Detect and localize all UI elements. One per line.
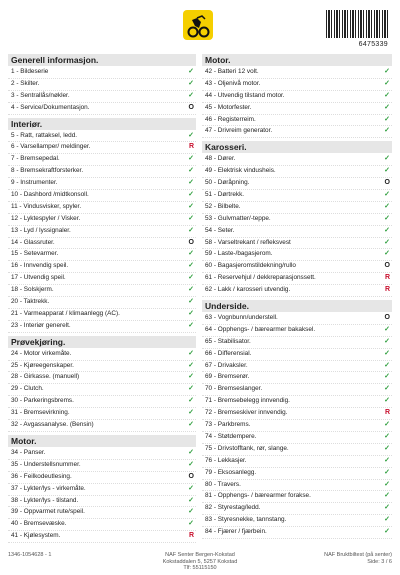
checklist-item — [202, 325, 392, 337]
checklist-item-label: 18 - Solskjerm. — [11, 286, 54, 294]
checklist-item-label: 63 - Vognbunn/understell. — [205, 314, 278, 322]
note-status: O — [188, 472, 194, 480]
section-title: Motor. — [8, 435, 196, 447]
checklist-item — [202, 285, 392, 297]
checklist-item — [202, 527, 392, 539]
checklist-item-label: 32 - Avgassanalyse. (Bensin) — [11, 421, 94, 429]
checklist-item — [8, 420, 196, 432]
checklist-item — [8, 238, 196, 250]
checklist-item-label: 38 - Lykter/lys - tilstand. — [11, 496, 79, 504]
checklist-item — [8, 408, 196, 420]
checklist-item-label: 76 - Lekkasjer. — [205, 456, 247, 464]
note-status: O — [384, 179, 390, 187]
check-icon: ✓ — [188, 155, 194, 163]
barcode — [326, 10, 388, 38]
checklist-item — [202, 313, 392, 325]
checklist-item — [202, 190, 392, 202]
checklist-item-label: 11 - Vindusvisker, spyler. — [11, 202, 82, 210]
checklist-item — [8, 321, 196, 333]
note-status: O — [188, 238, 194, 246]
checklist-item — [202, 337, 392, 349]
checklist-item — [202, 349, 392, 361]
checklist-item-label: 51 - Dørtrekk. — [205, 191, 245, 199]
note-status: O — [188, 103, 194, 111]
remark-status: R — [384, 286, 390, 294]
checklist-item — [202, 396, 392, 408]
check-icon: ✓ — [384, 528, 390, 536]
checklist-item-label: 71 - Bremsebelegg innvendig. — [205, 397, 290, 405]
footer-center-phone: Tlf: 55115150 — [183, 565, 217, 571]
check-icon: ✓ — [384, 444, 390, 452]
checklist-item — [8, 178, 196, 190]
checklist-item — [8, 166, 196, 178]
checklist-item-label: 79 - Eksosanlegg. — [205, 468, 257, 476]
checklist-item-label: 21 - Varmeapparat / klimaanlegg (AC). — [11, 309, 120, 317]
document-number: 6475339 — [358, 41, 388, 48]
checklist-item — [8, 91, 196, 103]
check-icon: ✓ — [188, 91, 194, 99]
checklist-item-label: 70 - Bremseslanger. — [205, 385, 263, 393]
checklist-item-label: 9 - Instrumenter. — [11, 179, 58, 187]
check-icon: ✓ — [384, 349, 390, 357]
check-icon: ✓ — [188, 361, 194, 369]
check-icon: ✓ — [188, 68, 194, 75]
checklist-item-label: 43 - Oljenivå motor. — [205, 79, 261, 87]
checklist-item-label: 52 - Bilbelte. — [205, 202, 241, 210]
checklist-item-label: 29 - Clutch. — [11, 385, 44, 393]
checklist-item-label: 12 - Lyktespyler / Visker. — [11, 214, 81, 222]
checklist-item — [202, 420, 392, 432]
check-icon: ✓ — [384, 127, 390, 135]
checklist-item — [8, 202, 196, 214]
check-icon: ✓ — [188, 274, 194, 282]
checklist-item-label: 83 - Styresnekke, tannstang. — [205, 516, 287, 524]
remark-status: R — [384, 274, 390, 282]
footer-test-type: NAF Bruktbiltest (på senter) — [324, 552, 392, 558]
section-title: Motor. — [202, 54, 392, 66]
checklist-item — [202, 503, 392, 515]
check-icon: ✓ — [384, 421, 390, 429]
checklist-item — [8, 531, 196, 543]
check-icon: ✓ — [188, 262, 194, 270]
checklist-section — [202, 54, 392, 138]
checklist-item-label: 54 - Seter. — [205, 226, 235, 234]
checklist-item — [202, 372, 392, 384]
check-icon: ✓ — [384, 397, 390, 405]
checklist-item — [202, 444, 392, 456]
checklist-item — [202, 91, 392, 103]
checklist-item — [202, 361, 392, 373]
checklist-item-label: 6 - Varsellamper/ meldinger. — [11, 143, 91, 151]
check-icon: ✓ — [384, 214, 390, 222]
checklist-item — [202, 480, 392, 492]
checklist-item-label: 39 - Oppvarmet rute/speil. — [11, 508, 85, 516]
checklist-item — [202, 79, 392, 91]
check-icon: ✓ — [384, 238, 390, 246]
section-title: Underside. — [202, 300, 392, 312]
check-icon: ✓ — [188, 250, 194, 258]
checklist-item-label: 65 - Stabilisator. — [205, 337, 251, 345]
checklist-item — [202, 273, 392, 285]
checklist-item — [202, 166, 392, 178]
note-status: O — [384, 262, 390, 270]
checklist-item — [8, 349, 196, 361]
check-icon: ✓ — [188, 321, 194, 329]
checklist-item-label: 24 - Motor virkemåte. — [11, 349, 72, 357]
check-icon: ✓ — [188, 309, 194, 317]
checklist-item — [8, 472, 196, 484]
checklist-item-label: 58 - Varseltrekant / refleksvest — [205, 238, 291, 246]
checklist-item-label: 75 - Drivstofftank, rør, slange. — [205, 444, 289, 452]
check-icon: ✓ — [188, 298, 194, 306]
checklist-item-label: 41 - Kjølesystem. — [11, 532, 61, 540]
checklist-item-label: 16 - Innvendig speil. — [11, 262, 69, 270]
checklist-item-label: 4 - Service/Dokumentasjon. — [11, 103, 90, 111]
checklist-item-label: 25 - Kjøreegenskaper. — [11, 361, 74, 369]
checklist-item-label: 8 - Bremsekraftforsterker. — [11, 167, 84, 175]
checklist-item-label: 81 - Opphengs- / bærearmer forakse. — [205, 492, 311, 500]
checklist-item — [8, 249, 196, 261]
checklist-item — [8, 297, 196, 309]
check-icon: ✓ — [188, 496, 194, 504]
check-icon: ✓ — [188, 397, 194, 405]
checklist-item-label: 46 - Registerreim. — [205, 115, 256, 123]
checklist-item — [8, 142, 196, 154]
checklist-item — [8, 103, 196, 115]
checklist-item-label: 49 - Elektrisk vindusheis. — [205, 167, 276, 175]
footer-page-number: Side: 3 / 6 — [367, 558, 392, 565]
left-column — [8, 54, 196, 546]
check-icon: ✓ — [188, 214, 194, 222]
check-icon: ✓ — [384, 373, 390, 381]
note-status: O — [384, 314, 390, 322]
check-icon: ✓ — [188, 131, 194, 139]
check-icon: ✓ — [384, 492, 390, 500]
checklist-item-label: 48 - Dører. — [205, 155, 236, 163]
checklist-item — [8, 214, 196, 226]
checklist-item-label: 14 - Glassruter. — [11, 238, 55, 246]
check-icon: ✓ — [384, 226, 390, 234]
checklist-item — [8, 273, 196, 285]
check-icon: ✓ — [188, 349, 194, 357]
checklist-item-label: 23 - Interiør generelt. — [11, 321, 71, 329]
check-icon: ✓ — [384, 155, 390, 163]
checklist-item-label: 64 - Opphengs- / bærearmer bakaksel. — [205, 325, 316, 333]
remark-status: R — [188, 532, 194, 540]
checklist-item — [8, 507, 196, 519]
check-icon: ✓ — [188, 202, 194, 210]
check-icon: ✓ — [188, 167, 194, 175]
section-title: Generell informasjon. — [8, 54, 196, 66]
remark-status: R — [188, 143, 194, 151]
footer-page-info — [324, 552, 392, 565]
check-icon: ✓ — [188, 460, 194, 468]
checklist-item — [8, 309, 196, 321]
check-icon: ✓ — [384, 79, 390, 87]
checklist-item — [8, 484, 196, 496]
checklist-item — [8, 372, 196, 384]
checklist-item-label: 45 - Motorfester. — [205, 103, 252, 111]
checklist-item — [202, 178, 392, 190]
checklist-item — [202, 154, 392, 166]
check-icon: ✓ — [384, 432, 390, 440]
checklist-item-label: 72 - Bremseskiver innvendig. — [205, 409, 288, 417]
checklist-item-label: 7 - Bremsepedal. — [11, 155, 60, 163]
section-title: Interiør. — [8, 118, 196, 130]
checklist-item — [202, 238, 392, 250]
check-icon: ✓ — [188, 421, 194, 429]
check-icon: ✓ — [384, 468, 390, 476]
checklist-section — [8, 435, 196, 543]
checklist-item-label: 17 - Utvendig speil. — [11, 274, 66, 282]
checklist-item-label: 42 - Batteri 12 volt. — [205, 68, 259, 75]
check-icon: ✓ — [384, 103, 390, 111]
footer-reference: 1346-1054628 - 1 — [8, 552, 52, 558]
checklist-item — [8, 79, 196, 91]
check-icon: ✓ — [384, 325, 390, 333]
check-icon: ✓ — [384, 250, 390, 258]
checklist-item-label: 35 - Understellsnummer. — [11, 460, 81, 468]
naf-logo-icon — [183, 10, 213, 40]
checklist-item — [202, 214, 392, 226]
check-icon: ✓ — [384, 337, 390, 345]
checklist-item-label: 53 - Gulvmatter/-teppe. — [205, 214, 271, 222]
checklist-item-label: 62 - Lakk / karosseri utvendig. — [205, 286, 291, 294]
check-icon: ✓ — [188, 179, 194, 187]
checklist-item — [202, 126, 392, 138]
checklist-item — [202, 456, 392, 468]
check-icon: ✓ — [188, 409, 194, 417]
checklist-section — [202, 300, 392, 539]
checklist-item — [8, 154, 196, 166]
checklist-item-label: 66 - Differensial. — [205, 349, 252, 357]
checklist-item — [8, 496, 196, 508]
checklist-item-label: 60 - Bagasjeromstildekning/rullo — [205, 262, 296, 270]
check-icon: ✓ — [384, 191, 390, 199]
check-icon: ✓ — [188, 385, 194, 393]
checklist-section — [8, 336, 196, 432]
checklist-item-label: 1 - Bildeserie — [11, 68, 49, 75]
checklist-item-label: 80 - Travers. — [205, 480, 241, 488]
checklist-item-label: 15 - Setevarmer. — [11, 250, 59, 258]
checklist-item-label: 59 - Laste-/bagasjerom. — [205, 250, 273, 258]
checklist-item — [202, 491, 392, 503]
checklist-item — [8, 261, 196, 273]
checklist-item — [202, 432, 392, 444]
checklist-item-label: 73 - Parkbrems. — [205, 421, 251, 429]
naf-logo — [183, 10, 213, 40]
checklist-item-label: 61 - Reservehjul / dekkreparasjonssett. — [205, 274, 316, 282]
checklist-section — [202, 141, 392, 297]
checklist-item — [8, 384, 196, 396]
checklist-item-label: 28 - Girkasse. (manuell) — [11, 373, 80, 381]
checklist-item — [202, 249, 392, 261]
check-icon: ✓ — [384, 385, 390, 393]
checklist-item-label: 31 - Bremsevirkning. — [11, 409, 70, 417]
section-title: Prøvekjøring. — [8, 336, 196, 348]
check-icon: ✓ — [188, 484, 194, 492]
checklist-item-label: 20 - Taktrekk. — [11, 298, 50, 306]
checklist-item-label: 13 - Lyd / lyssignaler. — [11, 226, 71, 234]
section-title: Karosseri. — [202, 141, 392, 153]
check-icon: ✓ — [188, 191, 194, 199]
checklist-item — [202, 408, 392, 420]
footer-center-address: Kokstaddalen 5, 5257 Kokstad — [162, 558, 238, 565]
checklist-item-label: 34 - Panser. — [11, 448, 46, 456]
check-icon: ✓ — [384, 202, 390, 210]
check-icon: ✓ — [384, 91, 390, 99]
checklist-item — [202, 515, 392, 527]
checklist-item-label: 67 - Drivaksler. — [205, 361, 248, 369]
checklist-item-label: 84 - Fjærer / fjærbein. — [205, 528, 267, 536]
check-icon: ✓ — [384, 504, 390, 512]
check-icon: ✓ — [384, 480, 390, 488]
checklist-item — [8, 190, 196, 202]
check-icon: ✓ — [384, 115, 390, 123]
checklist-item — [8, 285, 196, 297]
checklist-item-label: 37 - Lykter/lys - virkemåte. — [11, 484, 86, 492]
footer-center-name: NAF Senter Bergen-Kokstad — [165, 552, 235, 558]
checklist-item — [202, 468, 392, 480]
checklist-item — [202, 202, 392, 214]
check-icon: ✓ — [188, 286, 194, 294]
checklist-item-label: 3 - Sentrallås/nøkler. — [11, 91, 70, 99]
check-icon: ✓ — [188, 520, 194, 528]
checklist-section — [8, 54, 196, 115]
checklist-item — [8, 396, 196, 408]
checklist-section — [8, 118, 196, 333]
checklist-item — [202, 115, 392, 127]
checklist-item — [202, 67, 392, 79]
remark-status: R — [384, 409, 390, 417]
checklist-item-label: 47 - Drivreim generator. — [205, 127, 273, 135]
checklist-item — [8, 448, 196, 460]
checklist-item — [8, 519, 196, 531]
check-icon: ✓ — [188, 508, 194, 516]
checklist-item-label: 40 - Bremsevæske. — [11, 520, 67, 528]
checklist-item — [8, 67, 196, 79]
checklist-item — [202, 226, 392, 238]
check-icon: ✓ — [188, 373, 194, 381]
check-icon: ✓ — [188, 79, 194, 87]
check-icon: ✓ — [188, 448, 194, 456]
checklist-item-label: 74 - Støtdempere. — [205, 432, 257, 440]
checklist-item — [8, 226, 196, 238]
checklist-item-label: 82 - Styrestag/ledd. — [205, 504, 261, 512]
checklist-item-label: 10 - Dashbord /midtkonsoll. — [11, 191, 89, 199]
right-column — [202, 54, 392, 542]
checklist-item — [8, 361, 196, 373]
check-icon: ✓ — [384, 456, 390, 464]
checklist-item-label: 2 - Skilter. — [11, 79, 40, 87]
checklist-item — [202, 103, 392, 115]
checklist-item-label: 5 - Ratt, rattaksel, ledd. — [11, 131, 78, 139]
checklist-item — [202, 384, 392, 396]
checklist-item-label: 36 - Feilkodeutlesing. — [11, 472, 72, 480]
checklist-item — [8, 131, 196, 143]
checklist-item-label: 50 - Døråpning. — [205, 179, 250, 187]
checklist-item-label: 30 - Parkeringsbrems. — [11, 397, 74, 405]
checklist-item — [202, 261, 392, 273]
check-icon: ✓ — [384, 516, 390, 524]
check-icon: ✓ — [384, 361, 390, 369]
checklist-item — [8, 460, 196, 472]
check-icon: ✓ — [384, 68, 390, 75]
checklist-item-label: 69 - Bremserør. — [205, 373, 250, 381]
check-icon: ✓ — [384, 167, 390, 175]
checklist-item-label: 44 - Utvendig tilstand motor. — [205, 91, 285, 99]
check-icon: ✓ — [188, 226, 194, 234]
